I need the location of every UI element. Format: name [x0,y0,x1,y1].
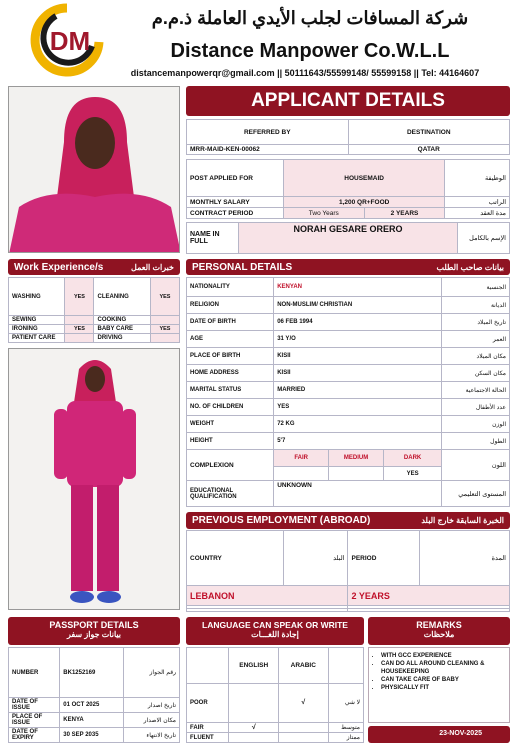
personal-details-title [186,259,510,275]
personal-value: KENYAN [274,278,442,297]
language-empty-header [328,648,363,684]
passport-label-ar: تاريخ الانتهاء [123,728,179,743]
personal-value: 72 KG [274,416,442,433]
personal-value: KISII [274,365,442,382]
passport-row [9,698,180,713]
language-title [186,617,364,645]
personal-label-ar: الحالة الاجتماعية [442,382,510,399]
skill-label: BABY CARE [94,325,150,334]
personal-value: 5'7 [274,433,442,450]
personal-label: DATE OF BIRTH [187,314,274,331]
personal-label: AGE [187,331,274,348]
personal-row [187,314,510,331]
passport-label: PLACE OF ISSUE [9,713,60,728]
personal-row [187,365,510,382]
work-experience-table [8,277,180,343]
previous-period-value: 2 YEARS [348,586,510,606]
language-level-label-ar: متوسط [328,723,363,733]
post-label: POST APPLIED FOR [187,160,284,197]
referral-table [186,119,510,155]
country-label-ar: البلد [283,531,348,586]
language-level-label: FAIR [187,723,229,733]
applicant-details-title: APPLICANT DETAILS [186,86,510,116]
personal-value: 06 FEB 1994 [274,314,442,331]
education-label-ar: المستوى التعليمي [442,481,510,507]
passport-row [9,728,180,743]
personal-value: YES [274,399,442,416]
work-experience-row [9,325,180,334]
passport-row [9,648,180,698]
personal-details-table [186,277,510,507]
contract-label: CONTRACT PERIOD [187,208,284,219]
language-english-mark [229,733,279,743]
passport-row [9,713,180,728]
referred-by-label: REFERRED BY [187,120,349,145]
personal-label-ar: الجنسية [442,278,510,297]
skill-label: DRIVING [94,334,150,343]
job-table [186,159,510,219]
applicant-portrait-photo [8,86,180,253]
applicant-full-body-photo [8,348,180,610]
passport-value: 01 OCT 2025 [60,698,123,713]
passport-label: DATE OF EXPIRY [9,728,60,743]
passport-label: NUMBER [9,648,60,698]
referred-by-value: MRR-MAID-KEN-00062 [187,145,349,155]
passport-details-title [8,617,180,645]
remarks-title [368,617,510,645]
language-english-mark: √ [229,723,279,733]
skill-value [150,316,179,325]
previous-country-value: LEBANON [187,586,348,606]
passport-table [8,647,180,743]
post-label-ar: الوظيفة [445,160,510,197]
work-experience-title [8,259,180,275]
personal-row [187,278,510,297]
language-title-en: LANGUAGE CAN SPEAK OR WRITE [202,620,348,630]
name-label-ar: الإسم بالكامل [458,223,510,254]
skill-label: PATIENT CARE [9,334,65,343]
personal-label-ar: الطول [442,433,510,450]
company-name-arabic: شركة المسافات لجلب الأيدي العاملة ذ.م.م [151,8,469,28]
personal-label: WEIGHT [187,416,274,433]
passport-value: BK1252169 [60,648,123,698]
passport-value: KENYA [60,713,123,728]
remarks-date: 23-NOV-2025 [368,726,510,743]
period-label-ar: المدة [419,531,509,586]
personal-label: RELIGION [187,297,274,314]
complexion-label-ar: اللون [442,450,510,481]
salary-value: 1,200 QR+FOOD [283,197,445,208]
language-level-label-ar: ممتاز [328,733,363,743]
name-value: NORAH GESARE ORERO [238,223,458,254]
language-title-ar: إجادة اللغـــات [251,630,299,639]
complexion-fair: FAIR [274,450,329,467]
passport-details-title-en: PASSPORT DETAILS [49,620,139,630]
skill-value: YES [150,325,179,334]
personal-label-ar: مكان السكن [442,365,510,382]
previous-employment-title-en: PREVIOUS EMPLOYMENT (ABROAD) [192,515,371,526]
previous-empty-row [348,609,510,612]
complexion-medium-mark [329,467,384,481]
personal-value: 31 Y/O [274,331,442,348]
language-table [186,647,364,743]
language-row [187,683,364,722]
education-value: UNKNOWN [274,481,442,507]
name-table [186,222,510,254]
personal-label-ar: عدد الأطفال [442,399,510,416]
personal-row [187,399,510,416]
passport-label-ar: تاريخ اصدار [123,698,179,713]
language-level-label: POOR [187,683,229,722]
company-logo [30,2,104,80]
previous-employment-table [186,530,510,612]
personal-details-title-ar: بيانات صاحب الطلب [436,262,504,272]
personal-value: KISII [274,348,442,365]
contract-label-ar: مدة العقد [445,208,510,219]
remark-item: • PHYSICALLY FIT [381,684,505,692]
company-contact: distancemanpowerqr@gmail.com || 50111643/55599148/ 55599158 || Tel: 44164607 [130,68,480,78]
personal-label: PLACE OF BIRTH [187,348,274,365]
personal-details-title-en: PERSONAL DETAILS [192,261,293,273]
period-label: PERIOD [348,531,419,586]
remark-item: • CAN TAKE CARE OF BABY [381,676,505,684]
personal-row [187,348,510,365]
language-level-label: FLUENT [187,733,229,743]
svg-text:DM: DM [49,26,91,56]
remark-item: • WITH GCC EXPERIENCE [381,652,505,660]
skill-value [65,316,94,325]
personal-label: HOME ADDRESS [187,365,274,382]
personal-row [187,416,510,433]
remarks-title-ar: ملاحظات [423,630,455,639]
skill-value [65,334,94,343]
salary-label: MONTHLY SALARY [187,197,284,208]
complexion-dark-mark: YES [384,467,442,481]
personal-label: NO. OF CHILDREN [187,399,274,416]
passport-label-ar: مكان الاصدار [123,713,179,728]
personal-label-ar: الوزن [442,416,510,433]
personal-label-ar: تاريخ الميلاد [442,314,510,331]
personal-label: NATIONALITY [187,278,274,297]
language-arabic-mark [279,723,329,733]
language-arabic-mark [279,733,329,743]
language-english-mark [229,683,279,722]
education-label: EDUCATIONAL QUALIFICATION [187,481,274,507]
personal-label: MARITAL STATUS [187,382,274,399]
skill-value: YES [65,278,94,316]
destination-value: QATAR [348,145,510,155]
work-experience-row [9,316,180,325]
language-arabic-mark: √ [279,683,329,722]
personal-value: MARRIED [274,382,442,399]
personal-value: NON-MUSLIM/ CHRISTIAN [274,297,442,314]
country-label: COUNTRY [187,531,284,586]
contract-period-value: Two Years [283,208,364,219]
name-label: NAME IN FULL [187,223,239,254]
salary-label-ar: الراتب [445,197,510,208]
language-row [187,733,364,743]
personal-label: HEIGHT [187,433,274,450]
work-experience-title-en: Work Experience/s [14,261,104,273]
complexion-dark: DARK [384,450,442,467]
remarks-title-en: REMARKS [416,620,462,630]
skill-label: COOKING [94,316,150,325]
company-name-english: Distance Manpower Co.W.L.L [170,40,450,62]
language-arabic-header: ARABIC [279,648,329,684]
language-english-header: ENGLISH [229,648,279,684]
personal-row [187,382,510,399]
passport-value: 30 SEP 2035 [60,728,123,743]
personal-label-ar: مكان الميلاد [442,348,510,365]
language-row [187,723,364,733]
language-level-label-ar: لا شي [328,683,363,722]
complexion-label: COMPLEXION [187,450,274,481]
previous-empty-row [187,609,348,612]
post-value: HOUSEMAID [283,160,445,197]
personal-row [187,297,510,314]
previous-employment-title-ar: الخبرة السابقة خارج البلد [421,516,504,525]
skill-value: YES [65,325,94,334]
skill-label: WASHING [9,278,65,316]
complexion-fair-mark [274,467,329,481]
destination-label: DESTINATION [348,120,510,145]
language-empty-header [187,648,229,684]
skill-label: CLEANING [94,278,150,316]
skill-value: YES [150,278,179,316]
skill-value [150,334,179,343]
passport-label: DATE OF ISSUE [9,698,60,713]
complexion-medium: MEDIUM [329,450,384,467]
remark-item: • CAN DO ALL AROUND CLEANING & HOUSEKEEPING [381,660,505,676]
remarks-box [368,647,510,723]
work-experience-row [9,278,180,316]
skill-label: IRONING [9,325,65,334]
skill-label: SEWING [9,316,65,325]
contract-years-value: 2 YEARS [364,208,445,219]
personal-label-ar: العمر [442,331,510,348]
work-experience-title-ar: خبرات العمل [131,262,174,272]
personal-row [187,331,510,348]
work-experience-row [9,334,180,343]
personal-label-ar: الديانة [442,297,510,314]
previous-employment-title [186,512,510,529]
passport-label-ar: رقم الجواز [123,648,179,698]
passport-details-title-ar: بيانات جواز سفر [66,630,122,639]
personal-row [187,433,510,450]
